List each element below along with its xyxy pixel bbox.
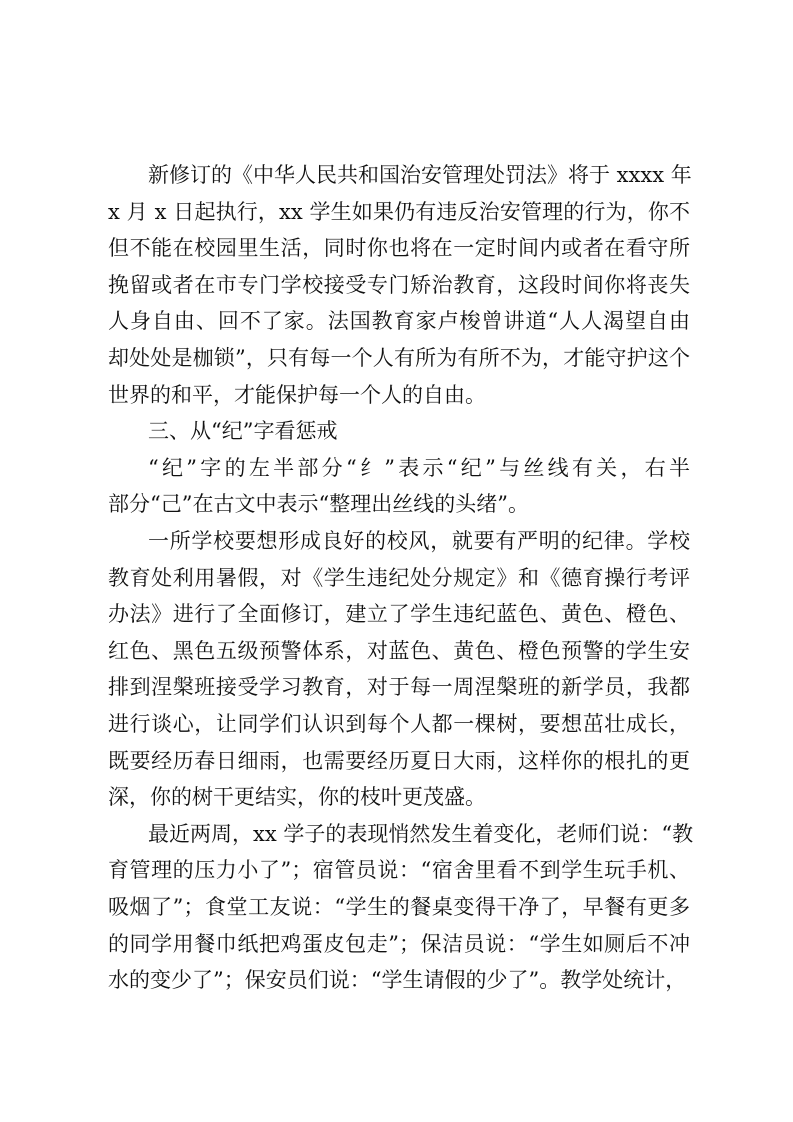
text-line: 排到涅槃班接受学习教育，对于每一周涅槃班的新学员，我都	[108, 675, 690, 699]
text-line: 深，你的树干更结实，你的枝叶更茂盛。	[108, 785, 486, 809]
text-line: 教育处利用暑假，对《学生违纪处分规定》和《德育操行考评	[108, 566, 690, 590]
text-line: 最近两周，xx 学子的表现悄然发生着变化，老师们说：“教	[148, 822, 694, 846]
text-line: 红色、黑色五级预警体系，对蓝色、黄色、橙色预警的学生安	[108, 639, 690, 663]
text-line: 育管理的压力小了”；宿管员说：“宿舍里看不到学生玩手机、	[108, 858, 690, 882]
text-line: 的同学用餐巾纸把鸡蛋皮包走”；保洁员说：“学生如厕后不冲	[108, 932, 690, 956]
text-line: 既要经历春日细雨，也需要经历夏日大雨，这样你的根扎的更	[108, 749, 690, 773]
text-line: 进行谈心，让同学们认识到每个人都一棵树，要想茁壮成长，	[108, 712, 690, 736]
text-line: 一所学校要想形成良好的校风，就要有严明的纪律。学校	[148, 529, 690, 553]
text-line: x 月 x 日起执行，xx 学生如果仍有违反治安管理的行为，你不	[108, 200, 690, 224]
text-line: 办法》进行了全面修订，建立了学生违纪蓝色、黄色、橙色、	[108, 602, 690, 626]
text-line: 挽留或者在市专门学校接受专门矫治教育，这段时间你将丧失	[108, 273, 690, 297]
text-line: “纪”字的左半部分“纟”表示“纪”与丝线有关，右半	[148, 456, 690, 480]
text-line: 水的变少了”；保安员们说：“学生请假的少了”。教学处统计，	[108, 968, 687, 992]
text-line: 但不能在校园里生活，同时你也将在一定时间内或者在看守所	[108, 236, 690, 260]
text-line: 三、从“纪”字看惩戒	[148, 419, 338, 443]
text-line: 世界的和平，才能保护每一个人的自由。	[108, 383, 486, 407]
text-line: 吸烟了”；食堂工友说：“学生的餐桌变得干净了，早餐有更多	[108, 895, 690, 919]
text-line: 却处处是枷锁”，只有每一个人有所为有所不为，才能守护这个	[108, 346, 690, 370]
text-line: 人身自由、回不了家。法国教育家卢梭曾讲道“人人渴望自由	[108, 309, 690, 333]
text-line: 新修订的《中华人民共和国治安管理处罚法》将于 xxxx 年	[148, 163, 692, 187]
text-line: 部分“己”在古文中表示“整理出丝线的头绪”。	[108, 492, 529, 516]
